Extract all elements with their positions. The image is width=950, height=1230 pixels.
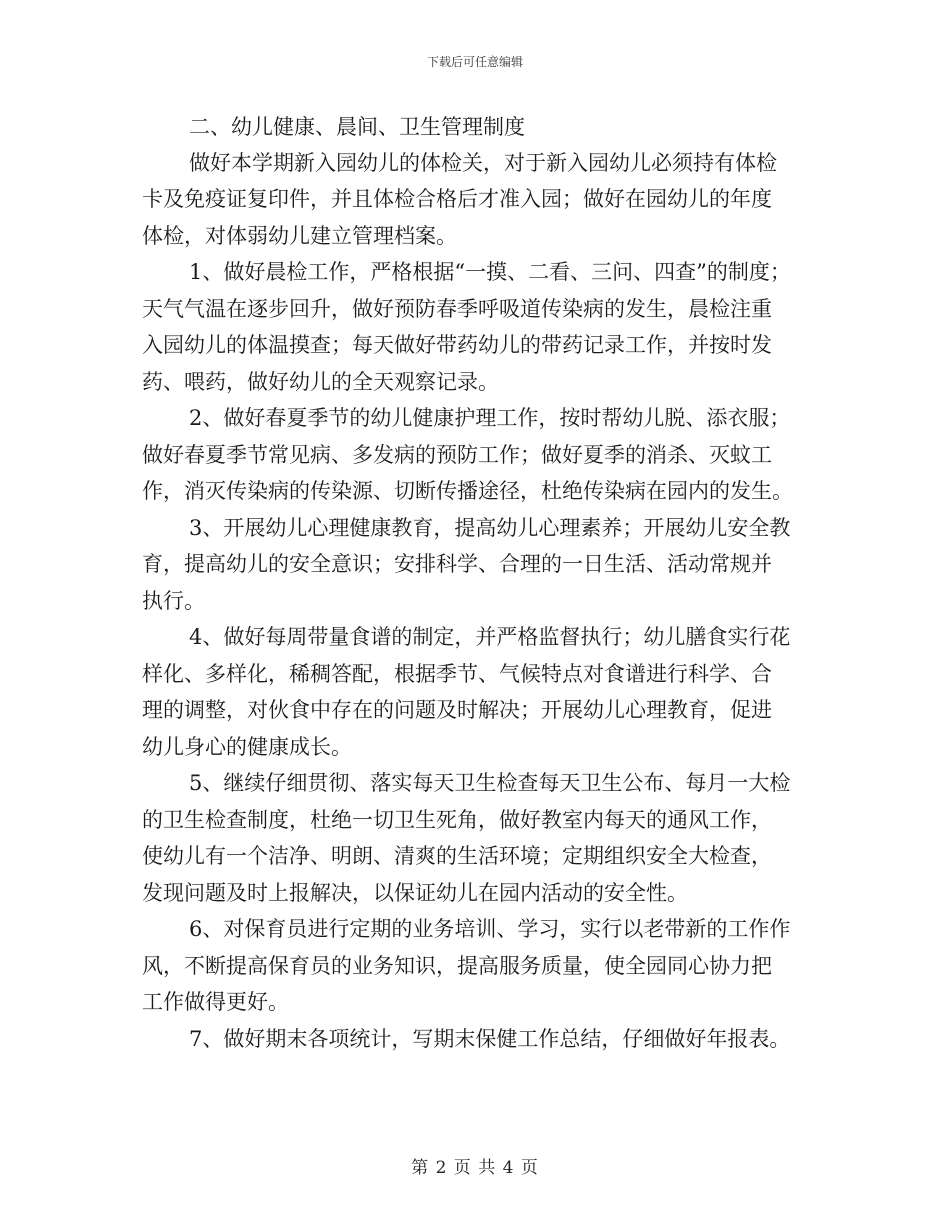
- paragraph-line: 2、做好春夏季节的幼儿健康护理工作，按时帮幼儿脱、添衣服；: [189, 406, 791, 430]
- paragraph-line: 4、做好每周带量食谱的制定，并严格监督执行；幼儿膳食实行花: [189, 625, 791, 649]
- paragraph-line: 执行。: [142, 589, 205, 613]
- paragraph-line: 工作做得更好。: [142, 990, 289, 1014]
- paragraph-line: 5、继续仔细贯彻、落实每天卫生检查每天卫生公布、每月一大检: [189, 771, 791, 795]
- paragraph-line: 做好春夏季节常见病、多发病的预防工作；做好夏季的消杀、灭蚊工: [142, 443, 772, 467]
- paragraph-line: 样化、多样化，稀稠答配，根据季节、气候特点对食谱进行科学、合: [142, 662, 772, 686]
- paragraph-line: 7、做好期末各项统计，写期末保健工作总结，仔细做好年报表。: [189, 1027, 791, 1051]
- paragraph-line: 3、开展幼儿心理健康教育，提高幼儿心理素养；开展幼儿安全教: [189, 516, 791, 540]
- paragraph-line: 理的调整，对伙食中存在的问题及时解决；开展幼儿心理教育，促进: [142, 698, 772, 722]
- paragraph-line: 入园幼儿的体温摸查；每天做好带药幼儿的带药记录工作，并按时发: [142, 333, 772, 357]
- paragraph-line: 做好本学期新入园幼儿的体检关，对于新入园幼儿必须持有体检: [189, 151, 777, 175]
- paragraph-line: 6、对保育员进行定期的业务培训、学习，实行以老带新的工作作: [189, 917, 791, 941]
- paragraph-line: 幼儿身心的健康成长。: [142, 735, 352, 759]
- paragraph-line: 天气气温在逐步回升，做好预防春季呼吸道传染病的发生，晨检注重: [142, 297, 772, 321]
- paragraph-line: 发现问题及时上报解决，以保证幼儿在园内活动的安全性。: [142, 881, 688, 905]
- paragraph-line: 1、做好晨检工作，严格根据“一摸、二看、三问、四查”的制度；: [189, 260, 791, 284]
- paragraph-line: 风，不断提高保育员的业务知识，提高服务质量，使全园同心协力把: [142, 954, 772, 978]
- paragraph-line: 使幼儿有一个洁净、明朗、清爽的生活环境；定期组织安全大检查，: [142, 844, 772, 868]
- paragraph-line: 卡及免疫证复印件，并且体检合格后才准入园；做好在园幼儿的年度: [142, 187, 772, 211]
- section-heading: 二、幼儿健康、晨间、卫生管理制度: [189, 115, 525, 139]
- page-number: 第 2 页 共 4 页: [411, 1158, 539, 1178]
- paragraph-line: 药、喂药，做好幼儿的全天观察记录。: [142, 370, 499, 394]
- paragraph-line: 作，消灭传染病的传染源、切断传播途径，杜绝传染病在园内的发生。: [142, 479, 793, 503]
- paragraph-line: 的卫生检查制度，杜绝一切卫生死角，做好教室内每天的通风工作，: [142, 808, 772, 832]
- paragraph-line: 体检，对体弱幼儿建立管理档案。: [142, 224, 457, 248]
- page-header-note: 下载后可任意编辑: [426, 55, 523, 69]
- paragraph-line: 育，提高幼儿的安全意识；安排科学、合理的一日生活、活动常规并: [142, 552, 772, 576]
